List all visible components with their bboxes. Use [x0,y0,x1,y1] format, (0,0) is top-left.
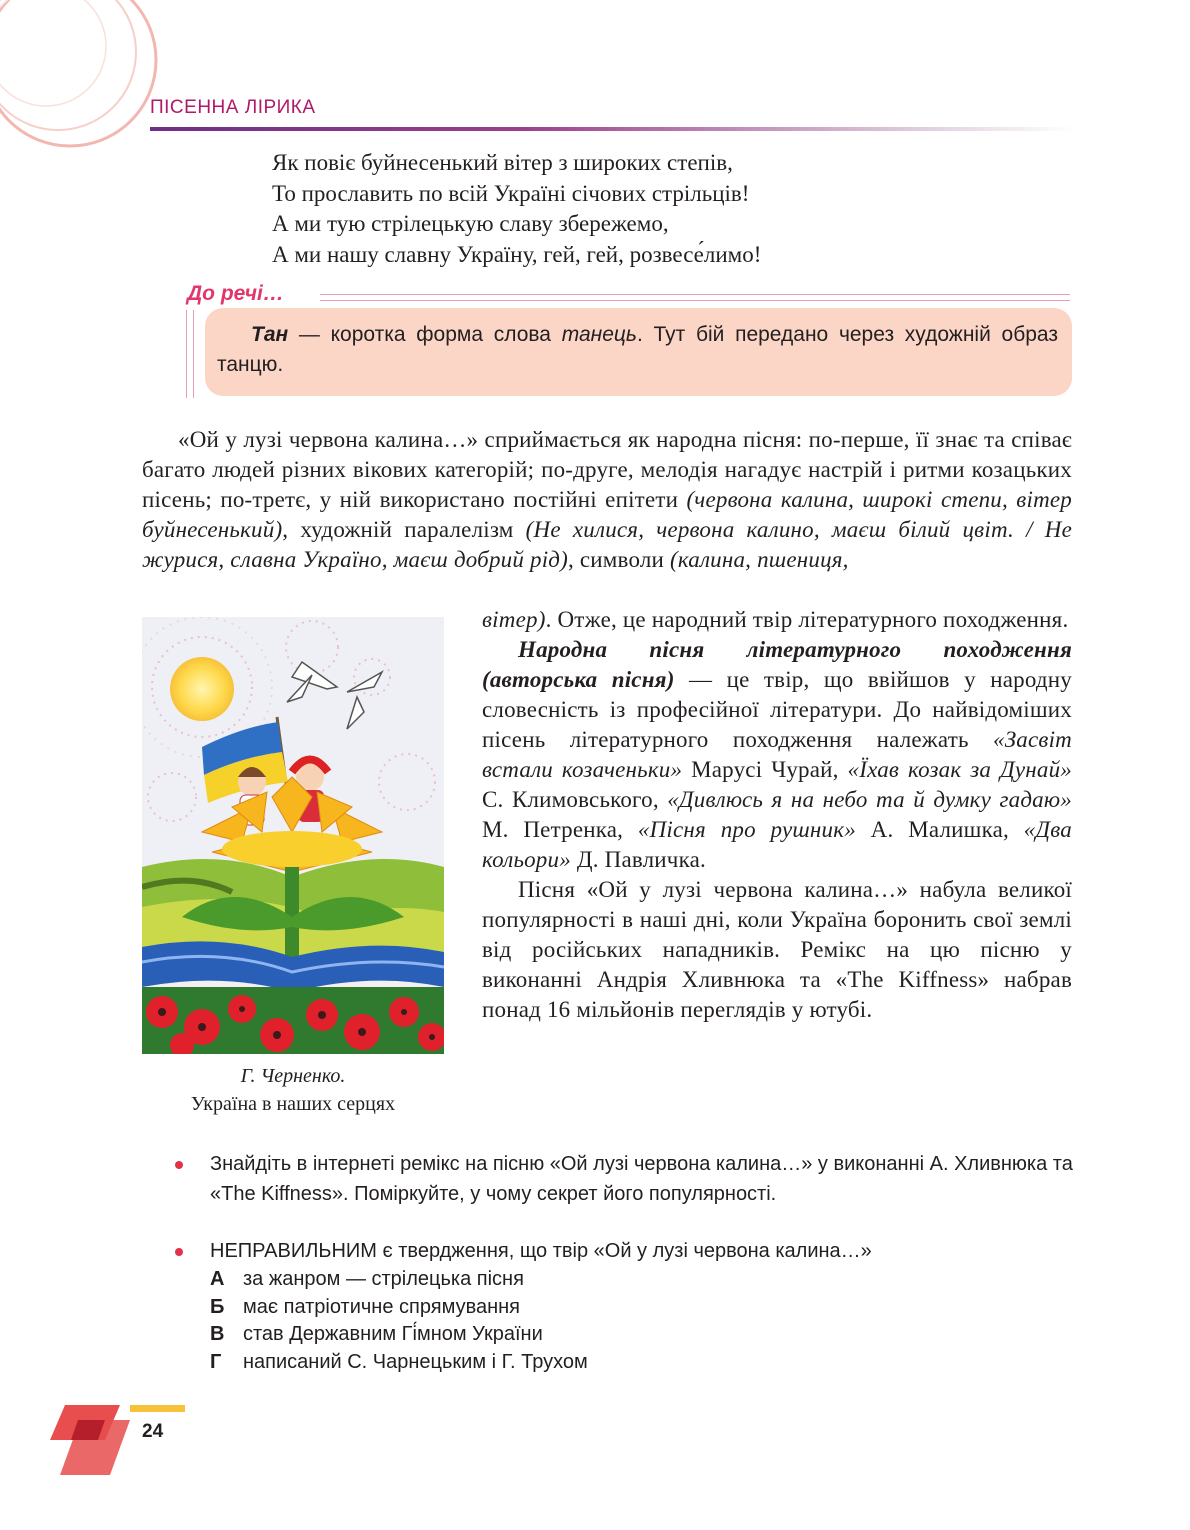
option-text: написаний С. Чарнецьким і Г. Трухом [243,1350,588,1373]
option-text: має патріотичне спрямування [243,1295,521,1318]
song-title: «Засвіт встали козаченьки» [482,727,1072,782]
section-title: ПІСЕННА ЛІРИКА [150,97,316,118]
option-text: за жанром — стрілецька пісня [243,1268,524,1290]
option-letter: А [210,1268,225,1290]
option-letter: Б [210,1295,225,1318]
text-run: — це твір, що ввійшов у народну словесність із професійної літератури. До найвідоміших пісень літературного походження належать [482,667,1072,752]
song-title: «Їхав козак за Дунай» [847,757,1072,782]
task-item [175,1236,1075,1266]
caption-author: Г. Черненко. [240,1065,346,1087]
note-box [205,308,1072,396]
page-number: 24 [142,1421,164,1442]
definition-term: Народна пісня літературного походження (авторська пісня) [482,637,1072,692]
task-text: НЕПРАВИЛЬНИМ є твердження, що твір «Ой у лузі червона калина…» [210,1240,872,1262]
note-label: До речі… [187,282,284,305]
option-letter: В [210,1323,225,1345]
task-item [175,1149,1075,1209]
header-decoration [0,0,170,170]
painting-illustration [142,617,444,1054]
text-run: «Ой у лузі червона калина…» сприймається як народна пісня: по-перше, її знає та співає багато людей різних вікових категорій; по-друге, мелодія нагадує настрій і ритми козацьких пісень; по-третє, у ній використано постійні епітети [142,427,1072,512]
text-run: М. Петренка, [482,817,638,842]
epithets: (червона калина, широкі степи, вітер буйнесенький) [142,487,1072,542]
poem-line: Як повіє буйнесенький вітер з широких степів, [272,150,733,175]
text-run: , художній паралелізм [282,517,526,542]
note-text-2: . Тут бій передано через художній образ танцю. [217,323,1058,376]
header-rule [150,127,1075,131]
text-run: , символи [567,547,670,572]
text-run: Д. Павличка. [570,847,706,872]
answer-option [210,1266,588,1294]
text-run: С. Климовського, [482,787,668,812]
song-title: «Пісня про рушник» [637,817,856,842]
poem-line: То прославить по всій Україні січових стрільців! [272,180,750,206]
note-term: Тан [251,323,289,346]
text-run: Марусі Чурай, [682,757,848,782]
bullet-icon [175,1161,183,1169]
bullet-icon [175,1248,183,1256]
note-side-rule [186,310,194,398]
symbols: (калина, пшениця, [670,547,849,572]
illustration-caption [142,1062,444,1118]
symbols-end: вітер) [482,607,546,632]
parallelism: (Не хилися, червона калино, маєш білий цвіт. / Не журися, славна Україно, маєш добрий рід) [142,517,1073,572]
page-number-decoration [50,1400,190,1480]
note-rule [320,294,1070,301]
song-title: «Два кольори» [482,817,1072,872]
poem-line: А ми нашу славну Україну, гей, гей, розвесе́лимо! [272,241,762,267]
main-paragraph [142,425,1072,575]
caption-title: Україна в наших серцях [190,1093,396,1115]
text-run: . Отже, це народний твір літературного походження. [545,607,1069,632]
answer-option [210,1294,588,1322]
option-text: став Державним Гі́мном України [243,1323,543,1345]
text-run: А. Малишка, [855,817,1024,842]
option-letter: Г [210,1350,222,1373]
answer-option [210,1349,588,1377]
answer-option [210,1321,588,1349]
poem-stanza [272,148,761,270]
note-text: — коротка форма слова [288,323,562,346]
text-column [482,605,1072,1025]
definition-paragraph [482,635,1072,875]
poem-line: А ми тую стрілецькую славу збережемо, [272,211,669,236]
note-term-2: танець [561,323,637,346]
answer-options [210,1266,588,1376]
song-title: «Дивлюсь я на небо та й думку гадаю» [667,787,1072,812]
remix-paragraph: Пісня «Ой у лузі червона калина…» набула великої популярності в наші дні, коли Україна боронить свої землі від російських нападників. Ремікс на цю пісню у виконанні Андрія Хливнюка та «The Kiffness» набрав понад 16 мільйонів переглядів у ютубі. [482,877,1072,1022]
task-text: Знайдіть в інтернеті ремікс на пісню «Ой лузі червона калина…» у виконанні А. Хливнюка та «The Kiffness». Поміркуйте, у чому секрет його популярності. [210,1153,1073,1205]
